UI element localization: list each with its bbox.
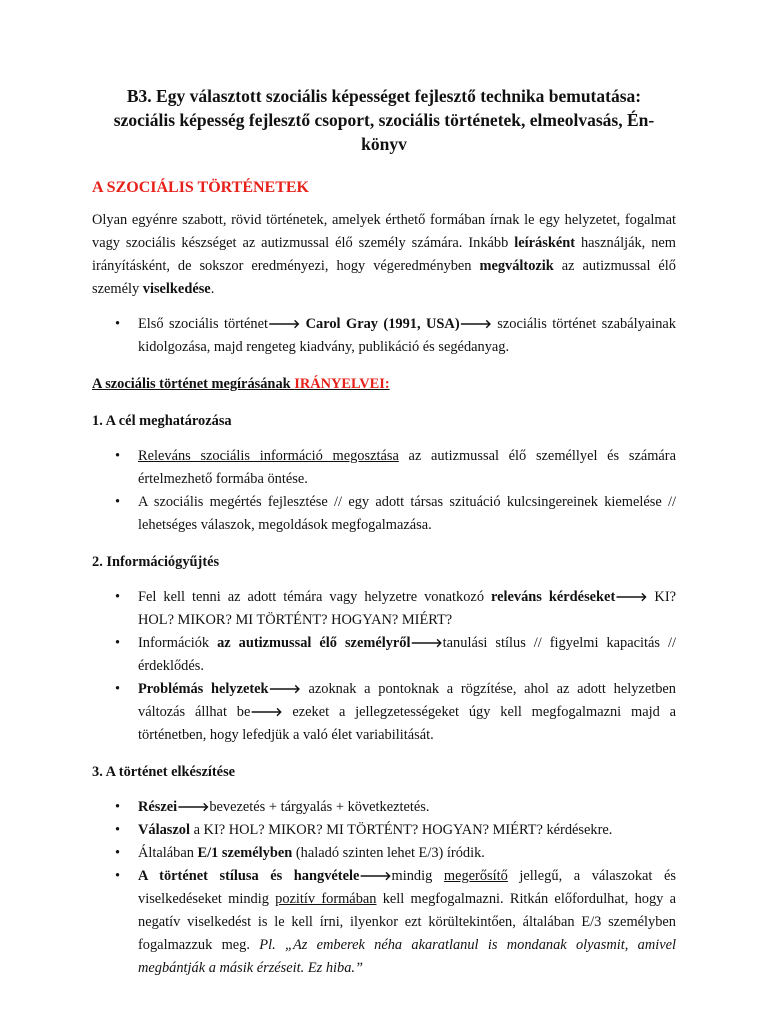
list-item (92, 796, 676, 819)
item-bold: A történet stílusa és hangvétele (138, 868, 360, 884)
section-1-list (92, 445, 676, 537)
section-2-heading: 2. Információgyűjtés (92, 554, 220, 570)
section-3-list (92, 796, 676, 980)
bullet-icon: • (115, 799, 121, 815)
item-text: Általában (138, 845, 198, 861)
item-text: ezeket a jellegzetességeket úgy kell megfogalmazni majd a történetben, hogy lefedjük a való élet variabilitását. (138, 704, 676, 743)
item-text: a KI? HOL? MIKOR? MI TÖRTÉNT? HOGYAN? MIÉRT? kérdésekre. (189, 822, 613, 838)
item-text: jellegű, a válaszokat és viselkedéseket mindig (138, 868, 676, 907)
list-item (92, 313, 676, 359)
list-item (92, 586, 676, 632)
section-1-heading: 1. A cél meghatározása (92, 413, 232, 429)
item-underlined: megerősítő (443, 868, 508, 884)
item-text: tanulási stílus // figyelmi kapacitás //érdeklődés. (138, 635, 676, 674)
bullet-icon: • (115, 845, 121, 861)
title-line-1: B3. Egy választott szociális képességet fejlesztő technika bemutatása: (126, 86, 642, 106)
item-text: Fel kell tenni az adott témára vagy helyzetre vonatkozó (138, 589, 492, 605)
item-bold: Carol Gray (1991, USA) (300, 316, 460, 332)
arrow-right-icon: 🡒 (359, 869, 392, 883)
section-2-list (92, 586, 676, 747)
item-text: Első szociális történet (138, 316, 268, 332)
guidelines-heading-red: IRÁNYELVEI: (294, 376, 390, 392)
item-italic-quote: Pl. „Az emberek néha akaratlanul is mondanak olyasmit, amivel megbántják a másik érzéseit. Ez hiba.” (138, 937, 676, 976)
arrow-right-icon: 🡒 (177, 800, 210, 814)
item-text: kell megfogalmazni. Ritkán előfordulhat, hogy a negatív viselkedést is le kell írni, ilyenkor ezt körültekintően, általában E/3 személyben fogalmazzuk meg. (138, 891, 676, 953)
list-item (92, 445, 676, 491)
document-title (92, 84, 676, 156)
arrow-right-icon: 🡒 (615, 590, 648, 604)
item-text: azoknak a pontoknak a rögzítése, ahol az adott helyzetben változás állhat be (138, 681, 676, 720)
list-item (92, 865, 676, 980)
item-text: bevezetés + tárgyalás + következtetés. (209, 799, 430, 815)
guidelines-heading (92, 373, 676, 396)
item-bold: releváns kérdéseket (491, 589, 616, 605)
item-text: A szociális megértés fejlesztése // egy adott társas szituáció kulcsingereinek kiemelése // lehetséges válaszok, megoldások megfogalmazása. (138, 494, 676, 533)
item-bold: Válaszol (138, 822, 190, 838)
title-line-3: könyv (361, 134, 407, 154)
section-heading: A SZOCIÁLIS TÖRTÉNETEK (92, 179, 309, 196)
item-text: (haladó szinten lehet E/3) íródik. (292, 845, 485, 861)
document-content (92, 84, 676, 980)
item-text: az autizmussal élő személlyel és számára értelmezhető formába öntése. (138, 448, 676, 487)
list-item (92, 678, 676, 747)
bullet-icon: • (115, 448, 121, 464)
section-3-heading: 3. A történet elkészítése (92, 764, 236, 780)
item-bold: E/1 személyben (197, 845, 293, 861)
bullet-icon: • (115, 868, 121, 884)
list-item (92, 819, 676, 842)
bullet-icon: • (115, 494, 121, 510)
item-bold: az autizmussal élő személyről (217, 635, 411, 651)
intro-text-3: az autizmussal élő személy (92, 258, 676, 297)
bullet-icon: • (115, 681, 121, 697)
arrow-right-icon: 🡒 (410, 636, 443, 650)
arrow-right-icon: 🡒 (459, 317, 492, 331)
item-text: KI? HOL? MIKOR? MI TÖRTÉNT? HOGYAN? MIÉRT? (138, 589, 677, 628)
intro-bold-1: leírásként (514, 235, 576, 251)
arrow-right-icon: 🡒 (250, 705, 283, 719)
guidelines-heading-text: A szociális történet megírásának (92, 376, 295, 392)
list-item (92, 491, 676, 537)
arrow-right-icon: 🡒 (268, 317, 301, 331)
list-item (92, 842, 676, 865)
item-text: Információk (138, 635, 218, 651)
first-story-list (92, 313, 676, 359)
list-item (92, 632, 676, 678)
intro-text-4: . (210, 281, 215, 297)
intro-text-2: használják, nem irányításként, de sokszor eredményezi, hogy végeredményben (92, 235, 676, 274)
item-underlined: Releváns szociális információ megosztása (138, 448, 399, 464)
intro-text-1: Olyan egyénre szabott, rövid történetek, amelyek érthető formában írnak le egy helyzetet, fogalmat vagy szociális készséget az autizmussal élő személy számára. Inkább (92, 212, 676, 251)
arrow-right-icon: 🡒 (268, 682, 301, 696)
item-text: mindig (391, 868, 444, 884)
item-text: szociális történet szabályainak kidolgozása, majd rengeteg kiadvány, publikáció és segédanyag. (138, 316, 676, 355)
bullet-icon: • (115, 635, 121, 651)
title-line-2: szociális képesség fejlesztő csoport, szociális történetek, elmeolvasás, Én- (113, 110, 655, 130)
intro-paragraph (92, 209, 676, 301)
item-bold: Problémás helyzetek (138, 681, 269, 697)
intro-bold-2: megváltozik (479, 258, 554, 274)
bullet-icon: • (115, 822, 121, 838)
intro-bold-3: viselkedése (142, 281, 211, 297)
item-bold: Részei (138, 799, 178, 815)
bullet-icon: • (115, 316, 121, 332)
item-underlined: pozitív formában (275, 891, 377, 907)
bullet-icon: • (115, 589, 121, 605)
